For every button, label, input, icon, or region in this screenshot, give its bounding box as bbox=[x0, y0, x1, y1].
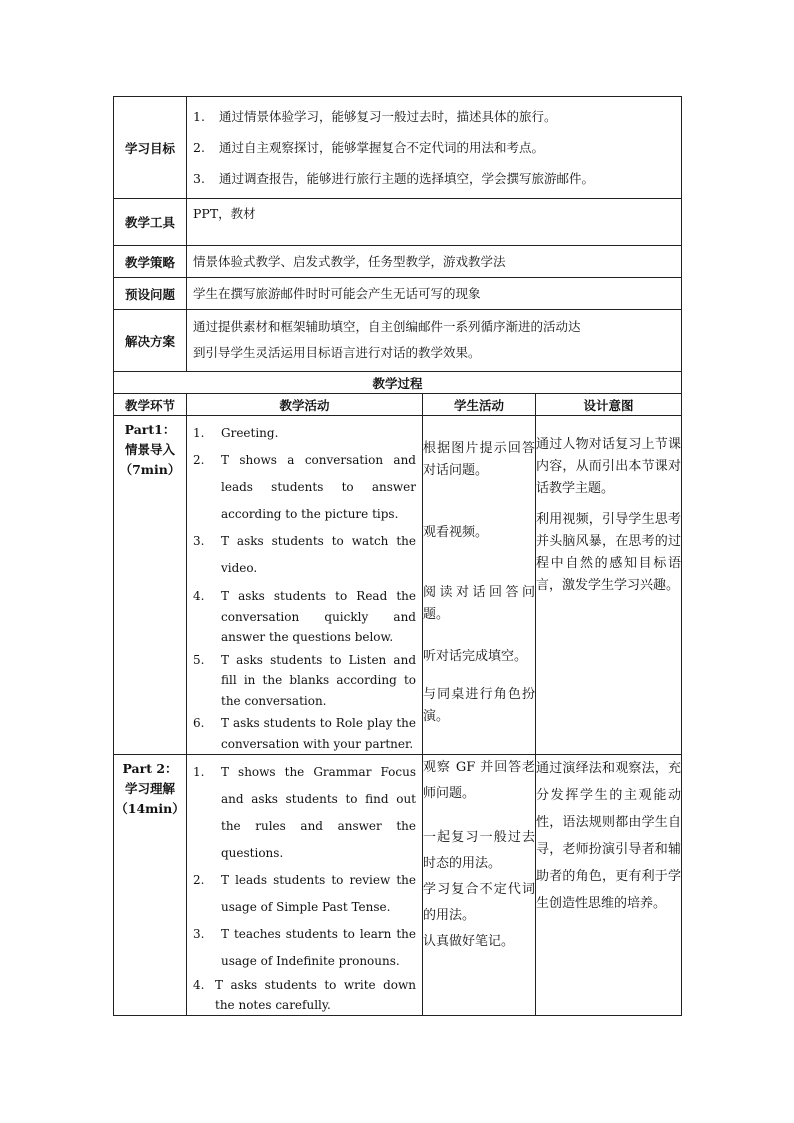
lesson-plan-table bbox=[113, 96, 682, 1016]
activity-item bbox=[193, 713, 416, 754]
activity-num: 4. bbox=[193, 978, 205, 992]
activity-item bbox=[193, 650, 416, 712]
header-stage: 教学环节 bbox=[114, 394, 187, 416]
strategy-content bbox=[187, 246, 682, 278]
activity-num: 2. bbox=[193, 453, 205, 467]
activity-text: Greeting. bbox=[221, 426, 279, 440]
part1-teacher bbox=[187, 416, 423, 755]
design-intent: 利用视频，引导学生思考并头脑风暴，在思考的过程中自然的感知目标语言，激发学生学习兴趣。 bbox=[536, 512, 682, 593]
activity-item bbox=[193, 447, 416, 528]
activity-num: 3. bbox=[193, 927, 205, 941]
process-title: 教学过程 bbox=[114, 372, 682, 394]
student-activity: 观看视频。 bbox=[423, 525, 489, 540]
goals-content bbox=[187, 97, 682, 199]
part2-time: （14min） bbox=[115, 801, 185, 816]
part1-activities bbox=[187, 416, 422, 754]
student-activity: 听对话完成填空。 bbox=[423, 649, 528, 664]
goals-list bbox=[187, 97, 681, 198]
activity-text: T asks students to write down the notes carefully. bbox=[215, 978, 416, 1012]
activity-item bbox=[193, 528, 416, 582]
activity-num: 4. bbox=[193, 589, 205, 603]
part1-student bbox=[423, 416, 536, 755]
part2-teacher bbox=[187, 755, 423, 1016]
part1-title: 情景导入 bbox=[124, 442, 175, 457]
solution-line: 通过提供素材和框架辅助填空，自主创编邮件一系列循序渐进的活动达 bbox=[193, 319, 581, 334]
activity-num: 1. bbox=[193, 765, 205, 779]
activity-text: T leads students to review the usage of Simple Past Tense. bbox=[221, 873, 416, 914]
activity-item bbox=[193, 420, 416, 447]
part2-activities bbox=[187, 755, 422, 1015]
tools-row bbox=[114, 199, 682, 246]
problem-text: 学生在撰写旅游邮件时时可能会产生无话可写的现象 bbox=[193, 285, 481, 301]
student-activity: 与同桌进行角色扮演。 bbox=[423, 687, 535, 724]
student-activity: 观察 GF 并回答老师问题。 bbox=[423, 760, 535, 801]
goal-num: 1. bbox=[193, 109, 205, 124]
part1-stage bbox=[114, 416, 187, 755]
strategy-row bbox=[114, 246, 682, 278]
header-design: 设计意图 bbox=[536, 394, 682, 416]
part2-row bbox=[114, 755, 682, 1016]
solution-row bbox=[114, 310, 682, 372]
process-title-row bbox=[114, 372, 682, 394]
goal-item bbox=[193, 101, 675, 132]
activity-num: 5. bbox=[193, 652, 205, 667]
process-header-row bbox=[114, 394, 682, 416]
activity-text: T teaches students to learn the usage of Indefinite pronouns. bbox=[221, 927, 416, 968]
part2-stage bbox=[114, 755, 187, 1016]
activity-item bbox=[193, 586, 416, 648]
goal-item bbox=[193, 163, 675, 194]
part1-label bbox=[114, 416, 186, 480]
solution-line: 到引导学生灵活运用目标语言进行对话的教学效果。 bbox=[193, 345, 481, 360]
activity-item bbox=[193, 867, 416, 921]
part2-label bbox=[114, 755, 186, 819]
activity-text: T asks students to Role play the conversation with your partner. bbox=[221, 716, 416, 751]
activity-item bbox=[193, 975, 416, 1015]
problem-row bbox=[114, 278, 682, 310]
problem-label: 预设问题 bbox=[114, 278, 187, 310]
tools-content bbox=[187, 199, 682, 246]
design-intent: 通过人物对话复习上节课内容，从而引出本节课对话教学主题。 bbox=[536, 437, 682, 496]
student-activity: 阅读对话回答问题。 bbox=[423, 585, 535, 622]
goals-row bbox=[114, 97, 682, 199]
activity-text: T asks students to watch the video. bbox=[221, 534, 416, 575]
solution-label: 解决方案 bbox=[114, 310, 187, 372]
goal-num: 2. bbox=[193, 140, 205, 155]
strategy-label: 教学策略 bbox=[114, 246, 187, 278]
part1-row bbox=[114, 416, 682, 755]
solution-content bbox=[187, 310, 682, 372]
problem-content bbox=[187, 278, 682, 310]
activity-text: T shows a conversation and leads students to answer according to the picture tips. bbox=[221, 453, 416, 521]
goal-item bbox=[193, 132, 675, 163]
part1-name: Part1： bbox=[124, 422, 176, 437]
activity-text: T asks students to Read the conversation quickly and answer the questions below. bbox=[221, 589, 416, 644]
student-activity: 一起复习一般过去时态的用法。 bbox=[423, 830, 535, 871]
part2-name: Part 2： bbox=[122, 761, 178, 776]
header-student: 学生活动 bbox=[423, 394, 536, 416]
activity-item bbox=[193, 921, 416, 975]
goal-text: 通过情景体验学习，能够复习一般过去时，描述具体的旅行。 bbox=[219, 109, 557, 124]
student-activity: 根据图片提示回答对话问题。 bbox=[423, 441, 535, 478]
design-intent: 通过演绎法和观察法，充分发挥学生的主观能动性，语法规则都由学生自寻，老师扮演引导者和辅助者的角色，更有利于学生创造性思维的培养。 bbox=[536, 761, 682, 911]
activity-num: 6. bbox=[193, 716, 205, 730]
activity-num: 3. bbox=[193, 534, 205, 548]
goal-num: 3. bbox=[193, 171, 205, 186]
tools-label: 教学工具 bbox=[114, 199, 187, 246]
part2-design bbox=[536, 755, 682, 1016]
part2-title: 学习理解 bbox=[124, 781, 175, 796]
part1-design bbox=[536, 416, 682, 755]
student-activity: 认真做好笔记。 bbox=[423, 934, 515, 949]
activity-item bbox=[193, 759, 416, 867]
solution-text bbox=[187, 310, 681, 370]
activity-num: 2. bbox=[193, 873, 205, 887]
part1-time: （7min） bbox=[119, 462, 181, 477]
goals-label: 学习目标 bbox=[114, 97, 187, 199]
activity-text: T asks students to Listen and fill in the blanks according to the conversation. bbox=[221, 652, 416, 708]
activity-num: 1. bbox=[193, 426, 205, 440]
student-activity: 学习复合不定代词的用法。 bbox=[423, 882, 535, 923]
tools-text: PPT，教材 bbox=[193, 206, 256, 221]
header-teacher: 教学活动 bbox=[187, 394, 423, 416]
strategy-text: 情景体验式教学、启发式教学，任务型教学，游戏教学法 bbox=[193, 253, 506, 269]
goal-text: 通过调查报告，能够进行旅行主题的选择填空，学会撰写旅游邮件。 bbox=[219, 171, 595, 186]
part2-student bbox=[423, 755, 536, 1016]
goal-text: 通过自主观察探讨，能够掌握复合不定代词的用法和考点。 bbox=[219, 140, 545, 155]
activity-text: T shows the Grammar Focus and asks students to find out the rules and answer the questions. bbox=[221, 765, 416, 860]
